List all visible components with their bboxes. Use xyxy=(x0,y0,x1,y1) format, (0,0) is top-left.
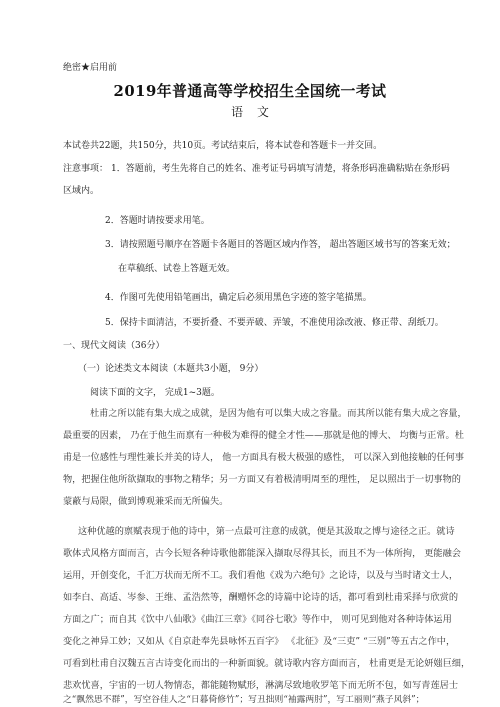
note-item-1-cont: 区域内。 xyxy=(63,186,100,196)
passage-line: 变化之神异工妙；又如从《自京赴奉先县咏怀五百字》 《北征》及“三吏” “三别”等五古之作中， xyxy=(63,636,456,647)
passage-line: 之“飘然思不群”，写空谷佳人之“日暮倚修竹”；写丑拙则“袖露两肘”，写工丽则“燕子风斜”； xyxy=(63,695,425,705)
note-item-4: 4．作图可先使用铅笔画出，确定后必须用黑色字迹的签字笔描黑。 xyxy=(105,293,372,303)
section-subheading: （一）论述类文本阅读（本题共3小题， 9分） xyxy=(78,364,264,374)
passage-line: 最重要的因素， 乃在于他生而禀有一种极为难得的健全才性——那就是他的博大、 均衡与正常。杜 xyxy=(63,430,464,441)
note-item-5: 5．保持卡面清洁，不要折叠、不要弄破、弄皱，不准使用涂改液、修正带、刮纸刀。 xyxy=(105,318,444,328)
exam-title: 2019年普通高等学校招生全国统一考试 xyxy=(113,83,387,100)
passage-line: 甫是一位感性与理性兼长并美的诗人， 他一方面具有极大极强的感性， 可以深入到他接触的任何事 xyxy=(63,452,464,463)
passage-line: 歌体式风格方面而言，古今长短各种诗歌他都能深入撷取尽得其长，而且不为一体所拘， 更能融会 xyxy=(63,548,461,559)
subject-title: 语文 xyxy=(231,105,283,119)
passage-line: 这种优越的禀赋表现于他的诗中，第一点最可注意的成就，便是其汲取之博与途径之正。就诗 xyxy=(78,526,455,537)
passage-line: 物，把握住他所欲撷取的事物之精华；另一方面又有着极清明周至的理性， 足以照出于一切事物的 xyxy=(63,474,461,485)
section-instruction: 阅读下面的文字， 完成1~3题。 xyxy=(90,388,220,398)
note-item-3-cont: 在草稿纸、试卷上答题无效。 xyxy=(118,264,236,274)
note-item-2: 2．答题时请按要求用笔。 xyxy=(105,216,210,226)
intro-text: 本试卷共22题，共150分，共10页。考试结束后，将本试卷和答题卡一并交回。 xyxy=(63,141,383,151)
passage-line: 可看到杜甫自汉魏五言古诗变化而出的一种新面貌。就诗歌内容方面而言， 杜甫更是无论妍媸巨细， xyxy=(63,658,471,669)
passage-line: 蒙蔽与局限，做到博观兼采而无所偏失。 xyxy=(63,496,229,507)
passage-line: 杜甫之所以能有集大成之成就，是因为他有可以集大成之容量。而其所以能有集大成之容量， xyxy=(90,408,467,419)
passage-line: 方面之广；而自其《饮中八仙歌》《曲江三章》《同谷七歌》等作中， 则可见到他对各种诗体运用 xyxy=(63,614,452,625)
section-heading: 一、现代文阅读（36分） xyxy=(63,341,165,351)
note-item-1: 1．答题前，考生先将自己的姓名、准考证号码填写清楚，将条形码准确粘贴在条形码 xyxy=(111,164,450,174)
notes-label: 注意事项： xyxy=(63,164,109,174)
note-item-3: 3．请按照题号顺序在答题卡各题目的答题区域内作答， 超出答题区域书写的答案无效； xyxy=(105,240,456,250)
passage-line: 悲欢忧喜，宇宙的一切人物情态，都能随物赋形，淋漓尽致地收罗笔下而无所不包，如写青莲居士 xyxy=(63,680,459,691)
passage-line: 如李白、高适、岑参、王维、孟浩然等，酬赠怀念的诗篇中论诗的话，都可看到杜甫采择与欣赏的 xyxy=(63,592,459,603)
passage-line: 运用，开创变化，千汇万状而无所不工。我们看他《戏为六绝句》之论诗，以及与当时诸文士人， xyxy=(63,570,459,581)
secret-mark: 绝密★启用前 xyxy=(63,63,118,73)
